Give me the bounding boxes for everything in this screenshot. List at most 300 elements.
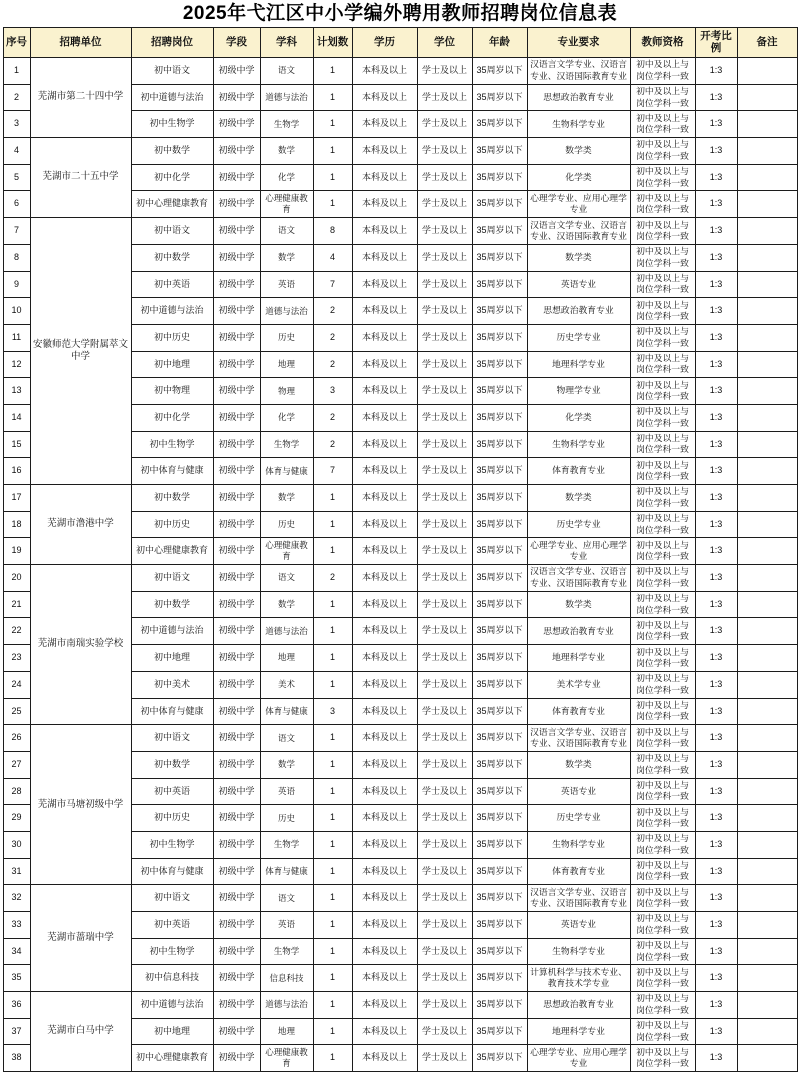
cell-post: 初中语文 — [131, 725, 213, 752]
cell-ratio: 1:3 — [695, 725, 737, 752]
cell-remark — [737, 218, 797, 245]
cell-count: 7 — [313, 271, 352, 298]
cell-degree: 学士及以上 — [417, 591, 472, 618]
cell-age: 35周岁以下 — [472, 805, 527, 832]
cell-subject: 英语 — [260, 778, 313, 805]
cell-no: 21 — [3, 591, 30, 618]
cell-subject: 生物学 — [260, 831, 313, 858]
table-row — [3, 218, 797, 245]
cell-subject: 语文 — [260, 725, 313, 752]
cell-no: 38 — [3, 1045, 30, 1072]
cell-count: 1 — [313, 912, 352, 939]
cell-major: 心理学专业、应用心理学专业 — [527, 191, 630, 218]
cell-count: 2 — [313, 404, 352, 431]
cell-no: 26 — [3, 725, 30, 752]
cell-post: 初中体育与健康 — [131, 458, 213, 485]
cell-degree: 学士及以上 — [417, 324, 472, 351]
cell-age: 35周岁以下 — [472, 751, 527, 778]
cell-remark — [737, 912, 797, 939]
cell-no: 3 — [3, 111, 30, 138]
cell-subject: 体育与健康 — [260, 858, 313, 885]
cell-stage: 初级中学 — [213, 965, 260, 992]
cell-stage: 初级中学 — [213, 725, 260, 752]
cell-count: 1 — [313, 965, 352, 992]
cell-major: 思想政治教育专业 — [527, 84, 630, 111]
cell-education: 本科及以上 — [352, 992, 417, 1019]
cell-qualification: 初中及以上与岗位学科一致 — [630, 538, 695, 565]
cell-ratio: 1:3 — [695, 58, 737, 85]
cell-education: 本科及以上 — [352, 938, 417, 965]
cell-count: 1 — [313, 191, 352, 218]
cell-age: 35周岁以下 — [472, 858, 527, 885]
cell-count: 1 — [313, 671, 352, 698]
cell-subject: 心理健康教育 — [260, 538, 313, 565]
cell-ratio: 1:3 — [695, 138, 737, 165]
cell-no: 30 — [3, 831, 30, 858]
cell-degree: 学士及以上 — [417, 271, 472, 298]
cell-major: 历史学专业 — [527, 324, 630, 351]
cell-post: 初中化学 — [131, 404, 213, 431]
cell-count: 1 — [313, 538, 352, 565]
cell-ratio: 1:3 — [695, 244, 737, 271]
cell-remark — [737, 431, 797, 458]
cell-remark — [737, 378, 797, 405]
cell-count: 1 — [313, 751, 352, 778]
cell-degree: 学士及以上 — [417, 84, 472, 111]
cell-education: 本科及以上 — [352, 431, 417, 458]
cell-count: 2 — [313, 298, 352, 325]
cell-subject: 美术 — [260, 671, 313, 698]
cell-remark — [737, 324, 797, 351]
cell-post: 初中数学 — [131, 485, 213, 512]
cell-remark — [737, 138, 797, 165]
cell-no: 9 — [3, 271, 30, 298]
cell-education: 本科及以上 — [352, 885, 417, 912]
cell-no: 27 — [3, 751, 30, 778]
cell-remark — [737, 778, 797, 805]
cell-subject: 化学 — [260, 404, 313, 431]
cell-degree: 学士及以上 — [417, 885, 472, 912]
cell-no: 6 — [3, 191, 30, 218]
cell-no: 24 — [3, 671, 30, 698]
cell-subject: 数学 — [260, 591, 313, 618]
cell-major: 地理科学专业 — [527, 1018, 630, 1045]
cell-ratio: 1:3 — [695, 778, 737, 805]
cell-major: 物理学专业 — [527, 378, 630, 405]
cell-qualification: 初中及以上与岗位学科一致 — [630, 725, 695, 752]
cell-qualification: 初中及以上与岗位学科一致 — [630, 351, 695, 378]
cell-ratio: 1:3 — [695, 164, 737, 191]
cell-count: 1 — [313, 885, 352, 912]
cell-age: 35周岁以下 — [472, 431, 527, 458]
cell-count: 1 — [313, 938, 352, 965]
cell-qualification: 初中及以上与岗位学科一致 — [630, 1045, 695, 1072]
cell-age: 35周岁以下 — [472, 191, 527, 218]
cell-ratio: 1:3 — [695, 1018, 737, 1045]
cell-stage: 初级中学 — [213, 538, 260, 565]
cell-ratio: 1:3 — [695, 111, 737, 138]
cell-remark — [737, 351, 797, 378]
cell-major: 数学类 — [527, 751, 630, 778]
cell-count: 1 — [313, 618, 352, 645]
cell-subject: 心理健康教育 — [260, 191, 313, 218]
cell-remark — [737, 191, 797, 218]
cell-education: 本科及以上 — [352, 351, 417, 378]
cell-qualification: 初中及以上与岗位学科一致 — [630, 164, 695, 191]
cell-subject: 物理 — [260, 378, 313, 405]
cell-education: 本科及以上 — [352, 831, 417, 858]
cell-stage: 初级中学 — [213, 885, 260, 912]
cell-degree: 学士及以上 — [417, 698, 472, 725]
cell-subject: 历史 — [260, 511, 313, 538]
header-cell-6: 学历 — [352, 28, 417, 58]
cell-degree: 学士及以上 — [417, 805, 472, 832]
cell-subject: 英语 — [260, 912, 313, 939]
cell-stage: 初级中学 — [213, 912, 260, 939]
cell-post: 初中心理健康教育 — [131, 538, 213, 565]
cell-ratio: 1:3 — [695, 912, 737, 939]
cell-age: 35周岁以下 — [472, 378, 527, 405]
cell-ratio: 1:3 — [695, 618, 737, 645]
cell-ratio: 1:3 — [695, 298, 737, 325]
table-row — [3, 885, 797, 912]
cell-major: 历史学专业 — [527, 511, 630, 538]
cell-subject: 语文 — [260, 58, 313, 85]
cell-education: 本科及以上 — [352, 111, 417, 138]
cell-no: 2 — [3, 84, 30, 111]
cell-degree: 学士及以上 — [417, 244, 472, 271]
cell-stage: 初级中学 — [213, 244, 260, 271]
cell-subject: 语文 — [260, 565, 313, 592]
cell-stage: 初级中学 — [213, 164, 260, 191]
cell-age: 35周岁以下 — [472, 218, 527, 245]
cell-subject: 生物学 — [260, 431, 313, 458]
cell-remark — [737, 725, 797, 752]
cell-education: 本科及以上 — [352, 58, 417, 85]
cell-ratio: 1:3 — [695, 485, 737, 512]
cell-count: 1 — [313, 831, 352, 858]
cell-degree: 学士及以上 — [417, 618, 472, 645]
cell-degree: 学士及以上 — [417, 58, 472, 85]
cell-ratio: 1:3 — [695, 992, 737, 1019]
cell-qualification: 初中及以上与岗位学科一致 — [630, 511, 695, 538]
cell-degree: 学士及以上 — [417, 1045, 472, 1072]
cell-stage: 初级中学 — [213, 111, 260, 138]
cell-education: 本科及以上 — [352, 778, 417, 805]
cell-remark — [737, 671, 797, 698]
cell-count: 1 — [313, 511, 352, 538]
cell-no: 31 — [3, 858, 30, 885]
cell-post: 初中生物学 — [131, 831, 213, 858]
cell-education: 本科及以上 — [352, 698, 417, 725]
cell-education: 本科及以上 — [352, 751, 417, 778]
cell-education: 本科及以上 — [352, 138, 417, 165]
cell-remark — [737, 538, 797, 565]
cell-degree: 学士及以上 — [417, 485, 472, 512]
cell-post: 初中物理 — [131, 378, 213, 405]
cell-age: 35周岁以下 — [472, 271, 527, 298]
cell-education: 本科及以上 — [352, 965, 417, 992]
cell-no: 23 — [3, 645, 30, 672]
cell-degree: 学士及以上 — [417, 298, 472, 325]
cell-post: 初中道德与法治 — [131, 298, 213, 325]
cell-ratio: 1:3 — [695, 458, 737, 485]
cell-unit: 芜湖市南瑞实验学校 — [30, 565, 131, 725]
cell-ratio: 1:3 — [695, 885, 737, 912]
cell-stage: 初级中学 — [213, 1045, 260, 1072]
cell-no: 29 — [3, 805, 30, 832]
cell-remark — [737, 458, 797, 485]
cell-qualification: 初中及以上与岗位学科一致 — [630, 191, 695, 218]
cell-major: 体育教育专业 — [527, 858, 630, 885]
cell-stage: 初级中学 — [213, 698, 260, 725]
cell-post: 初中美术 — [131, 671, 213, 698]
cell-stage: 初级中学 — [213, 431, 260, 458]
cell-degree: 学士及以上 — [417, 431, 472, 458]
cell-ratio: 1:3 — [695, 84, 737, 111]
cell-major: 体育教育专业 — [527, 698, 630, 725]
cell-education: 本科及以上 — [352, 378, 417, 405]
cell-qualification: 初中及以上与岗位学科一致 — [630, 698, 695, 725]
cell-qualification: 初中及以上与岗位学科一致 — [630, 431, 695, 458]
cell-subject: 道德与法治 — [260, 84, 313, 111]
cell-ratio: 1:3 — [695, 404, 737, 431]
cell-major: 心理学专业、应用心理学专业 — [527, 538, 630, 565]
cell-subject: 数学 — [260, 485, 313, 512]
cell-ratio: 1:3 — [695, 645, 737, 672]
cell-stage: 初级中学 — [213, 378, 260, 405]
cell-count: 1 — [313, 725, 352, 752]
header-cell-2: 招聘岗位 — [131, 28, 213, 58]
cell-qualification: 初中及以上与岗位学科一致 — [630, 671, 695, 698]
cell-major: 汉语言文学专业、汉语言专业、汉语国际教育专业 — [527, 58, 630, 85]
header-cell-7: 学位 — [417, 28, 472, 58]
cell-unit: 芜湖市第二十四中学 — [30, 58, 131, 138]
cell-ratio: 1:3 — [695, 751, 737, 778]
cell-post: 初中数学 — [131, 244, 213, 271]
cell-post: 初中地理 — [131, 351, 213, 378]
cell-remark — [737, 485, 797, 512]
cell-ratio: 1:3 — [695, 511, 737, 538]
cell-stage: 初级中学 — [213, 271, 260, 298]
cell-count: 3 — [313, 698, 352, 725]
header-cell-1: 招聘单位 — [30, 28, 131, 58]
cell-stage: 初级中学 — [213, 404, 260, 431]
cell-degree: 学士及以上 — [417, 1018, 472, 1045]
cell-remark — [737, 565, 797, 592]
cell-remark — [737, 618, 797, 645]
cell-qualification: 初中及以上与岗位学科一致 — [630, 938, 695, 965]
cell-qualification: 初中及以上与岗位学科一致 — [630, 485, 695, 512]
cell-count: 1 — [313, 111, 352, 138]
cell-stage: 初级中学 — [213, 1018, 260, 1045]
cell-post: 初中体育与健康 — [131, 698, 213, 725]
cell-ratio: 1:3 — [695, 671, 737, 698]
cell-major: 英语专业 — [527, 271, 630, 298]
cell-ratio: 1:3 — [695, 378, 737, 405]
cell-subject: 语文 — [260, 218, 313, 245]
cell-post: 初中历史 — [131, 805, 213, 832]
cell-subject: 数学 — [260, 244, 313, 271]
cell-ratio: 1:3 — [695, 591, 737, 618]
cell-no: 13 — [3, 378, 30, 405]
cell-stage: 初级中学 — [213, 84, 260, 111]
cell-post: 初中心理健康教育 — [131, 191, 213, 218]
cell-count: 7 — [313, 458, 352, 485]
cell-education: 本科及以上 — [352, 618, 417, 645]
cell-post: 初中英语 — [131, 271, 213, 298]
cell-education: 本科及以上 — [352, 671, 417, 698]
cell-age: 35周岁以下 — [472, 565, 527, 592]
cell-remark — [737, 831, 797, 858]
cell-remark — [737, 511, 797, 538]
cell-qualification: 初中及以上与岗位学科一致 — [630, 458, 695, 485]
cell-remark — [737, 244, 797, 271]
cell-education: 本科及以上 — [352, 725, 417, 752]
cell-age: 35周岁以下 — [472, 591, 527, 618]
cell-count: 1 — [313, 992, 352, 1019]
cell-subject: 生物学 — [260, 111, 313, 138]
cell-remark — [737, 805, 797, 832]
cell-age: 35周岁以下 — [472, 298, 527, 325]
cell-no: 5 — [3, 164, 30, 191]
cell-post: 初中语文 — [131, 58, 213, 85]
cell-qualification: 初中及以上与岗位学科一致 — [630, 591, 695, 618]
cell-subject: 历史 — [260, 805, 313, 832]
cell-qualification: 初中及以上与岗位学科一致 — [630, 111, 695, 138]
cell-major: 生物科学专业 — [527, 938, 630, 965]
cell-subject: 体育与健康 — [260, 698, 313, 725]
cell-education: 本科及以上 — [352, 324, 417, 351]
cell-qualification: 初中及以上与岗位学科一致 — [630, 992, 695, 1019]
cell-ratio: 1:3 — [695, 351, 737, 378]
cell-qualification: 初中及以上与岗位学科一致 — [630, 912, 695, 939]
cell-age: 35周岁以下 — [472, 111, 527, 138]
cell-major: 历史学专业 — [527, 805, 630, 832]
cell-major: 地理科学专业 — [527, 645, 630, 672]
cell-remark — [737, 58, 797, 85]
cell-count: 1 — [313, 164, 352, 191]
cell-post: 初中数学 — [131, 591, 213, 618]
cell-age: 35周岁以下 — [472, 351, 527, 378]
cell-stage: 初级中学 — [213, 191, 260, 218]
cell-degree: 学士及以上 — [417, 378, 472, 405]
cell-subject: 地理 — [260, 645, 313, 672]
cell-degree: 学士及以上 — [417, 404, 472, 431]
cell-age: 35周岁以下 — [472, 511, 527, 538]
cell-unit: 芜湖市白马中学 — [30, 992, 131, 1072]
cell-qualification: 初中及以上与岗位学科一致 — [630, 84, 695, 111]
cell-remark — [737, 591, 797, 618]
cell-count: 1 — [313, 805, 352, 832]
cell-unit: 芜湖市二十五中学 — [30, 138, 131, 218]
cell-remark — [737, 992, 797, 1019]
cell-count: 3 — [313, 378, 352, 405]
header-cell-4: 学科 — [260, 28, 313, 58]
cell-age: 35周岁以下 — [472, 725, 527, 752]
cell-post: 初中化学 — [131, 164, 213, 191]
cell-age: 35周岁以下 — [472, 938, 527, 965]
cell-remark — [737, 858, 797, 885]
cell-no: 8 — [3, 244, 30, 271]
cell-stage: 初级中学 — [213, 938, 260, 965]
cell-no: 17 — [3, 485, 30, 512]
cell-major: 英语专业 — [527, 778, 630, 805]
cell-post: 初中心理健康教育 — [131, 1045, 213, 1072]
cell-age: 35周岁以下 — [472, 992, 527, 1019]
header-cell-9: 专业要求 — [527, 28, 630, 58]
cell-post: 初中道德与法治 — [131, 618, 213, 645]
cell-ratio: 1:3 — [695, 565, 737, 592]
cell-subject: 数学 — [260, 138, 313, 165]
cell-major: 化学类 — [527, 164, 630, 191]
table-row — [3, 565, 797, 592]
cell-degree: 学士及以上 — [417, 511, 472, 538]
cell-degree: 学士及以上 — [417, 858, 472, 885]
cell-ratio: 1:3 — [695, 938, 737, 965]
cell-degree: 学士及以上 — [417, 565, 472, 592]
cell-count: 2 — [313, 431, 352, 458]
cell-post: 初中生物学 — [131, 111, 213, 138]
cell-qualification: 初中及以上与岗位学科一致 — [630, 618, 695, 645]
cell-remark — [737, 965, 797, 992]
cell-stage: 初级中学 — [213, 324, 260, 351]
cell-post: 初中历史 — [131, 324, 213, 351]
cell-major: 英语专业 — [527, 912, 630, 939]
cell-qualification: 初中及以上与岗位学科一致 — [630, 565, 695, 592]
cell-qualification: 初中及以上与岗位学科一致 — [630, 271, 695, 298]
cell-stage: 初级中学 — [213, 298, 260, 325]
cell-age: 35周岁以下 — [472, 885, 527, 912]
cell-ratio: 1:3 — [695, 858, 737, 885]
cell-stage: 初级中学 — [213, 138, 260, 165]
cell-stage: 初级中学 — [213, 751, 260, 778]
cell-subject: 历史 — [260, 324, 313, 351]
cell-remark — [737, 645, 797, 672]
cell-stage: 初级中学 — [213, 458, 260, 485]
cell-qualification: 初中及以上与岗位学科一致 — [630, 298, 695, 325]
cell-degree: 学士及以上 — [417, 111, 472, 138]
table-row — [3, 992, 797, 1019]
cell-post: 初中数学 — [131, 751, 213, 778]
cell-degree: 学士及以上 — [417, 831, 472, 858]
cell-education: 本科及以上 — [352, 485, 417, 512]
cell-post: 初中语文 — [131, 565, 213, 592]
header-cell-5: 计划数 — [313, 28, 352, 58]
cell-subject: 体育与健康 — [260, 458, 313, 485]
cell-no: 35 — [3, 965, 30, 992]
cell-major: 生物科学专业 — [527, 431, 630, 458]
cell-degree: 学士及以上 — [417, 965, 472, 992]
cell-degree: 学士及以上 — [417, 458, 472, 485]
header-cell-8: 年龄 — [472, 28, 527, 58]
cell-subject: 地理 — [260, 1018, 313, 1045]
cell-major: 地理科学专业 — [527, 351, 630, 378]
cell-remark — [737, 698, 797, 725]
cell-stage: 初级中学 — [213, 618, 260, 645]
cell-remark — [737, 404, 797, 431]
cell-count: 1 — [313, 84, 352, 111]
cell-count: 1 — [313, 591, 352, 618]
cell-education: 本科及以上 — [352, 538, 417, 565]
cell-remark — [737, 1018, 797, 1045]
cell-no: 11 — [3, 324, 30, 351]
cell-age: 35周岁以下 — [472, 164, 527, 191]
cell-remark — [737, 938, 797, 965]
cell-education: 本科及以上 — [352, 645, 417, 672]
cell-age: 35周岁以下 — [472, 645, 527, 672]
cell-degree: 学士及以上 — [417, 725, 472, 752]
